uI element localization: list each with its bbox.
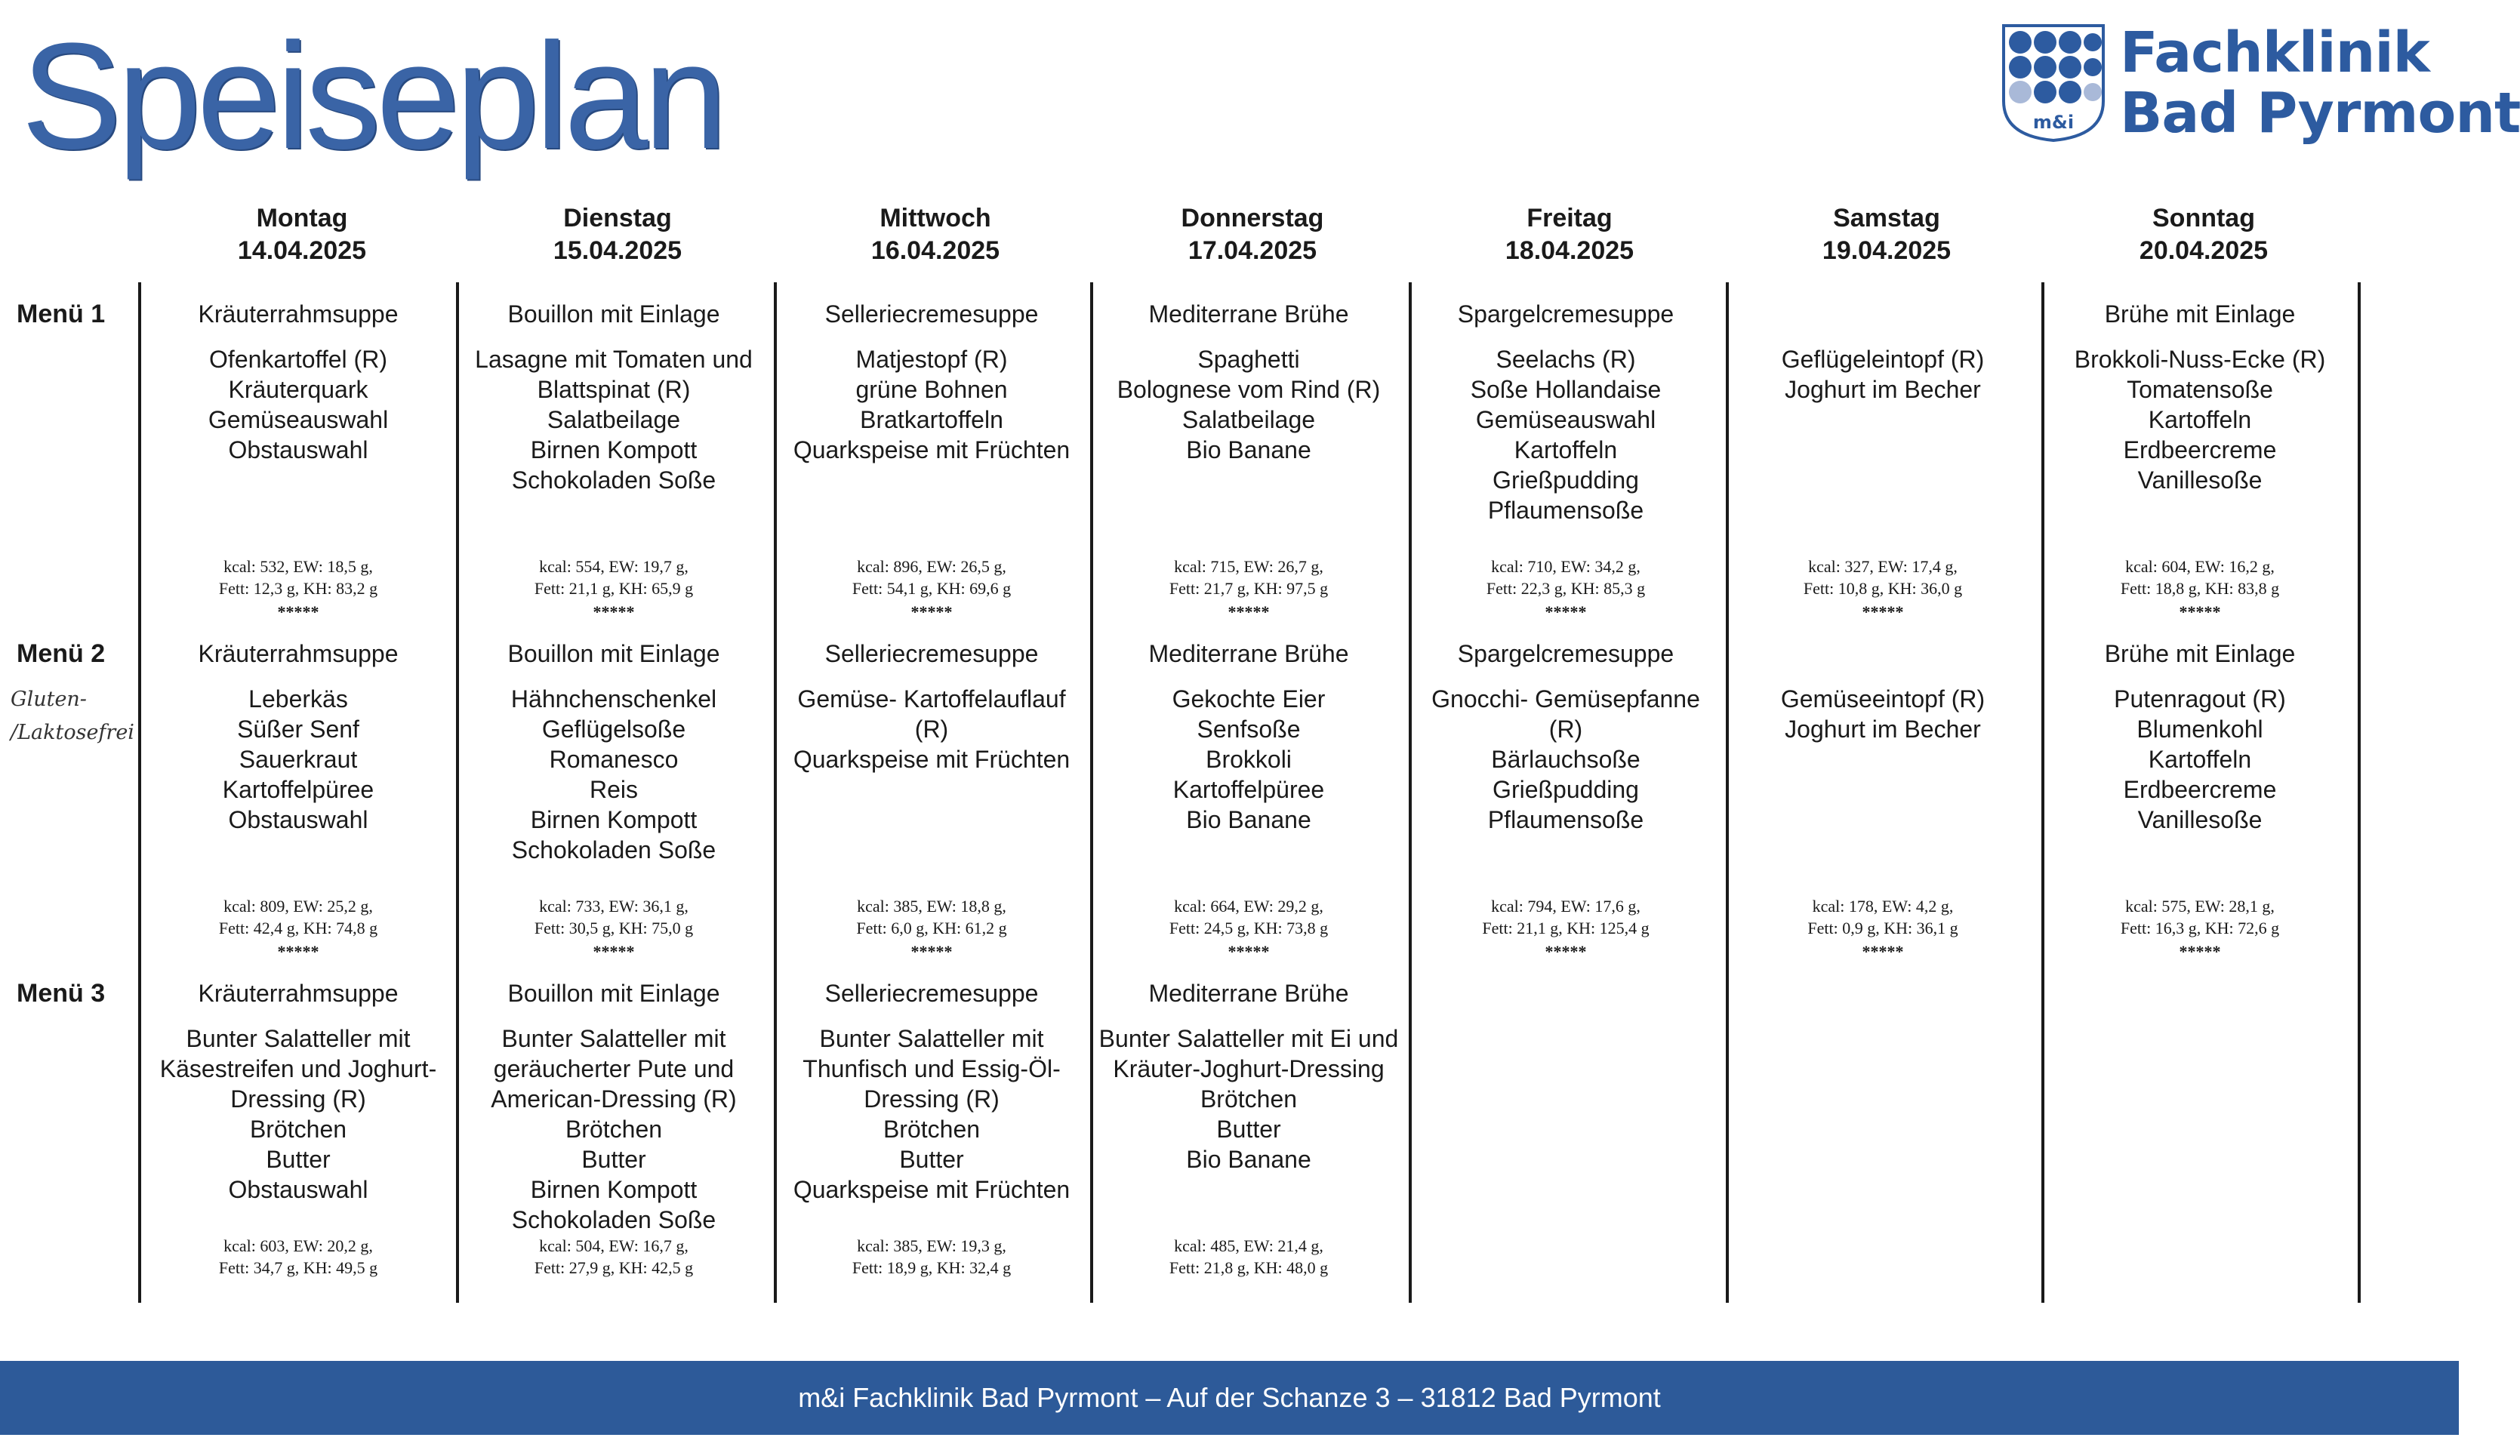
nutrition-line-energy: kcal: 733, EW: 36,1 g, xyxy=(539,897,689,916)
dish-line: Seelachs (R) xyxy=(1496,346,1636,373)
menu-cell xyxy=(1094,299,1403,639)
dish-line: Kartoffelpüree xyxy=(1172,776,1325,803)
day-date: 16.04.2025 xyxy=(870,236,1000,265)
spacer xyxy=(459,1008,769,1024)
dish-line: Obstauswahl xyxy=(228,806,368,833)
dish-line: Bratkartoffeln xyxy=(860,406,1003,433)
spacer xyxy=(143,1008,453,1024)
dish-line: Erdbeercreme xyxy=(2123,436,2277,463)
menu-cell xyxy=(143,978,453,1318)
dish-line: Käsestreifen und Joghurt- xyxy=(159,1055,437,1082)
nutrition-line-energy: kcal: 385, EW: 19,3 g, xyxy=(857,1236,1006,1255)
day-name: Sonntag xyxy=(2152,204,2255,232)
day-header xyxy=(1094,202,1411,267)
dish-line: Birnen Kompott xyxy=(530,806,698,833)
day-date: 20.04.2025 xyxy=(2139,236,2269,265)
spacer xyxy=(777,669,1086,684)
dish-line: Bio Banane xyxy=(1186,436,1311,463)
soup-item: Spargelcremesuppe xyxy=(1457,300,1674,328)
menu-cell xyxy=(1728,299,2038,639)
spacer xyxy=(143,669,453,684)
dish-line: Bunter Salatteller mit xyxy=(501,1025,726,1052)
nutrition-line-energy: kcal: 504, EW: 16,7 g, xyxy=(539,1236,689,1255)
nutrition-info xyxy=(459,1235,769,1279)
nutrition-info xyxy=(143,1235,453,1279)
dish-line: Joghurt im Becher xyxy=(1785,716,1981,743)
separator-stars: ***** xyxy=(1545,602,1587,621)
dish-line: Grießpudding xyxy=(1493,776,1639,803)
nutrition-line-energy: kcal: 575, EW: 28,1 g, xyxy=(2125,897,2275,916)
day-date: 18.04.2025 xyxy=(1505,236,1634,265)
nutrition-info xyxy=(1728,556,2038,599)
menu-cell xyxy=(459,299,769,639)
soup-item: Kräuterrahmsuppe xyxy=(198,980,399,1007)
dish-line: Bunter Salatteller mit Ei und xyxy=(1098,1025,1399,1052)
nutrition-info xyxy=(1094,1235,1403,1279)
spacer xyxy=(1411,329,1721,344)
nutrition-line-energy: kcal: 794, EW: 17,6 g, xyxy=(1491,897,1640,916)
separator-stars: ***** xyxy=(277,602,319,621)
dish-line: Brötchen xyxy=(565,1116,663,1143)
nutrition-line-macros: Fett: 30,5 g, KH: 75,0 g xyxy=(534,919,694,937)
dish-line: Butter xyxy=(266,1146,331,1173)
nutrition-info xyxy=(777,895,1086,939)
dish-line: Kartoffeln xyxy=(1514,436,1618,463)
dish-line: Süßer Senf xyxy=(237,716,359,743)
soup-item: Spargelcremesuppe xyxy=(1457,640,1674,667)
menu-cell xyxy=(2045,639,2355,978)
nutrition-line-energy: kcal: 664, EW: 29,2 g, xyxy=(1174,897,1323,916)
column-divider xyxy=(2041,282,2044,1303)
dish-line: Salatbeilage xyxy=(1181,406,1316,433)
nutrition-info xyxy=(459,895,769,939)
dish-line: Butter xyxy=(899,1146,964,1173)
dish-line: Gemüseauswahl xyxy=(1475,406,1656,433)
dish-line: Gemüse- Kartoffelauflauf xyxy=(797,685,1066,713)
spacer xyxy=(1728,669,2038,684)
dish-line: Bolognese vom Rind (R) xyxy=(1117,376,1381,403)
logo-shield-icon xyxy=(2001,23,2106,143)
nutrition-info xyxy=(777,1235,1086,1279)
nutrition-line-macros: Fett: 34,7 g, KH: 49,5 g xyxy=(218,1258,378,1277)
nutrition-line-macros: Fett: 21,1 g, KH: 65,9 g xyxy=(534,579,694,598)
dish-line: Hähnchenschenkel xyxy=(510,685,717,713)
nutrition-line-energy: kcal: 327, EW: 17,4 g, xyxy=(1808,557,1958,576)
soup-item: Bouillon mit Einlage xyxy=(507,300,720,328)
day-header xyxy=(1411,202,1728,267)
dish-line: American-Dressing (R) xyxy=(491,1085,737,1113)
dish-line: Kartoffeln xyxy=(2148,746,2252,773)
soup-item: Selleriecremesuppe xyxy=(824,640,1039,667)
dish-line: Salatbeilage xyxy=(547,406,681,433)
nutrition-line-energy: kcal: 385, EW: 18,8 g, xyxy=(857,897,1006,916)
menu-label-1: Menü 1 xyxy=(17,300,106,328)
nutrition-line-energy: kcal: 896, EW: 26,5 g, xyxy=(857,557,1006,576)
day-date: 19.04.2025 xyxy=(1822,236,1952,265)
dish-line: Joghurt im Becher xyxy=(1785,376,1981,403)
soup-item xyxy=(1728,639,2038,669)
spacer xyxy=(777,329,1086,344)
day-header xyxy=(2045,202,2362,267)
nutrition-line-macros: Fett: 18,9 g, KH: 32,4 g xyxy=(852,1258,1012,1277)
dish-line: Schokoladen Soße xyxy=(511,836,716,863)
logo-badge-text: m&i xyxy=(2032,112,2075,133)
nutrition-info xyxy=(1094,556,1403,599)
nutrition-line-macros: Fett: 16,3 g, KH: 72,6 g xyxy=(2120,919,2280,937)
spacer xyxy=(459,329,769,344)
dish-line: Bärlauchsoße xyxy=(1491,746,1640,773)
menu-cell xyxy=(143,639,453,978)
soup-item: Bouillon mit Einlage xyxy=(507,980,720,1007)
soup-item: Selleriecremesuppe xyxy=(824,300,1039,328)
dish-line: Grießpudding xyxy=(1493,466,1639,494)
column-divider xyxy=(1090,282,1093,1303)
spacer xyxy=(1411,669,1721,684)
nutrition-line-energy: kcal: 485, EW: 21,4 g, xyxy=(1174,1236,1323,1255)
day-name: Montag xyxy=(256,204,348,232)
dish-line: Gekochte Eier xyxy=(1172,685,1326,713)
dish-line: Gemüseauswahl xyxy=(208,406,389,433)
page-title: Speiseplan xyxy=(21,12,723,180)
dish-line: Putenragout (R) xyxy=(2114,685,2286,713)
day-date: 15.04.2025 xyxy=(553,236,682,265)
logo-line-1: Fachklinik xyxy=(2120,20,2429,85)
menu-cell xyxy=(777,299,1086,639)
dish-line: (R) xyxy=(914,716,949,743)
nutrition-info xyxy=(459,556,769,599)
separator-stars: ***** xyxy=(277,942,319,961)
soup-item: Mediterrane Brühe xyxy=(1148,300,1349,328)
column-divider xyxy=(2358,282,2361,1303)
spacer xyxy=(2045,669,2355,684)
menu-cell xyxy=(777,639,1086,978)
logo-text xyxy=(2120,20,2520,146)
dish-line: Pflaumensoße xyxy=(1487,806,1644,833)
soup-item xyxy=(1728,299,2038,329)
dish-line: Erdbeercreme xyxy=(2123,776,2277,803)
menu-cell xyxy=(1411,299,1721,639)
nutrition-line-macros: Fett: 22,3 g, KH: 85,3 g xyxy=(1486,579,1646,598)
dish-line: Butter xyxy=(1216,1116,1281,1143)
nutrition-line-energy: kcal: 710, EW: 34,2 g, xyxy=(1491,557,1640,576)
dish-line: Dressing (R) xyxy=(864,1085,1000,1113)
dish-line: Brötchen xyxy=(1200,1085,1298,1113)
soup-item: Mediterrane Brühe xyxy=(1148,640,1349,667)
dish-line: Matjestopf (R) xyxy=(855,346,1008,373)
soup-item: Mediterrane Brühe xyxy=(1148,980,1349,1007)
dish-line: Quarkspeise mit Früchten xyxy=(793,1176,1071,1203)
soup-item: Kräuterrahmsuppe xyxy=(198,300,399,328)
nutrition-line-macros: Fett: 12,3 g, KH: 83,2 g xyxy=(218,579,378,598)
nutrition-info xyxy=(1728,895,2038,939)
clinic-logo xyxy=(2001,20,2520,146)
menu-label-2: Menü 2 xyxy=(17,639,106,668)
dish-line: Bio Banane xyxy=(1186,806,1311,833)
nutrition-line-macros: Fett: 0,9 g, KH: 36,1 g xyxy=(1807,919,1958,937)
day-header xyxy=(1728,202,2045,267)
dish-line: Romanesco xyxy=(549,746,679,773)
dish-line: Birnen Kompott xyxy=(530,436,698,463)
menu-label-3: Menü 3 xyxy=(17,979,106,1008)
nutrition-line-macros: Fett: 54,1 g, KH: 69,6 g xyxy=(852,579,1012,598)
day-header xyxy=(777,202,1094,267)
menu-cell xyxy=(1094,639,1403,978)
day-name: Freitag xyxy=(1526,204,1613,232)
day-name: Donnerstag xyxy=(1181,204,1324,232)
nutrition-info xyxy=(1094,895,1403,939)
spacer xyxy=(1728,329,2038,344)
day-header xyxy=(459,202,776,267)
dish-line: Ofenkartoffel (R) xyxy=(209,346,387,373)
dish-line: Geflügeleintopf (R) xyxy=(1781,346,1985,373)
soup-item: Kräuterrahmsuppe xyxy=(198,640,399,667)
nutrition-line-energy: kcal: 604, EW: 16,2 g, xyxy=(2125,557,2275,576)
menu-cell xyxy=(2045,299,2355,639)
nutrition-line-macros: Fett: 6,0 g, KH: 61,2 g xyxy=(856,919,1007,937)
nutrition-info xyxy=(2045,556,2355,599)
nutrition-line-macros: Fett: 21,7 g, KH: 97,5 g xyxy=(1169,579,1329,598)
dish-line: Brötchen xyxy=(883,1116,981,1143)
dish-line: Sauerkraut xyxy=(239,746,358,773)
separator-stars: ***** xyxy=(910,602,953,621)
spacer xyxy=(2045,329,2355,344)
dish-line: Spaghetti xyxy=(1197,346,1300,373)
spacer xyxy=(459,669,769,684)
dish-line: Bunter Salatteller mit xyxy=(819,1025,1044,1052)
dish-line: Schokoladen Soße xyxy=(511,466,716,494)
separator-stars: ***** xyxy=(1545,942,1587,961)
dish-line: Kartoffelpüree xyxy=(222,776,374,803)
dish-line: grüne Bohnen xyxy=(855,376,1008,403)
dish-line: Geflügelsoße xyxy=(541,716,686,743)
separator-stars: ***** xyxy=(593,942,635,961)
spacer xyxy=(1094,669,1403,684)
nutrition-info xyxy=(1411,895,1721,939)
footer-address: m&i Fachklinik Bad Pyrmont – Auf der Schanze 3 – 31812 Bad Pyrmont xyxy=(0,1361,2459,1435)
nutrition-line-macros: Fett: 24,5 g, KH: 73,8 g xyxy=(1169,919,1329,937)
dish-line: Leberkäs xyxy=(248,685,348,713)
dish-line: Reis xyxy=(589,776,638,803)
separator-stars: ***** xyxy=(2179,602,2221,621)
nutrition-line-macros: Fett: 21,8 g, KH: 48,0 g xyxy=(1169,1258,1329,1277)
dish-line: Bio Banane xyxy=(1186,1146,1311,1173)
nutrition-line-energy: kcal: 603, EW: 20,2 g, xyxy=(223,1236,373,1255)
column-divider xyxy=(138,282,141,1303)
nutrition-line-energy: kcal: 715, EW: 26,7 g, xyxy=(1174,557,1323,576)
menu-cell xyxy=(143,299,453,639)
nutrition-info xyxy=(1411,556,1721,599)
dish-line: Vanillesoße xyxy=(2137,466,2263,494)
dish-line: Vanillesoße xyxy=(2137,806,2263,833)
dish-line: Dressing (R) xyxy=(230,1085,366,1113)
dish-line: Quarkspeise mit Früchten xyxy=(793,436,1071,463)
dish-line: Blumenkohl xyxy=(2136,716,2263,743)
soup-item: Selleriecremesuppe xyxy=(824,980,1039,1007)
day-name: Mittwoch xyxy=(880,204,991,232)
dish-line: Blattspinat (R) xyxy=(537,376,691,403)
dish-line: Thunfisch und Essig-Öl- xyxy=(803,1055,1061,1082)
logo-line-2: Bad Pyrmont xyxy=(2120,81,2520,146)
nutrition-info xyxy=(777,556,1086,599)
spacer xyxy=(1094,1008,1403,1024)
menu2-allergy-note: Gluten- /Laktosefrei xyxy=(11,688,134,744)
nutrition-info xyxy=(2045,895,2355,939)
separator-stars: ***** xyxy=(1862,602,1904,621)
dish-line: Bunter Salatteller mit xyxy=(186,1025,411,1052)
separator-stars: ***** xyxy=(1228,942,1270,961)
separator-stars: ***** xyxy=(1862,942,1904,961)
dish-line: Birnen Kompott xyxy=(530,1176,698,1203)
day-name: Samstag xyxy=(1833,204,1940,232)
separator-stars: ***** xyxy=(1228,602,1270,621)
dish-line: Soße Hollandaise xyxy=(1470,376,1662,403)
day-header xyxy=(143,202,461,267)
nutrition-line-macros: Fett: 27,9 g, KH: 42,5 g xyxy=(534,1258,694,1277)
separator-stars: ***** xyxy=(593,602,635,621)
menu-cell xyxy=(777,978,1086,1318)
day-name: Dienstag xyxy=(563,204,672,232)
spacer xyxy=(777,1008,1086,1024)
menu-cell xyxy=(1411,639,1721,978)
nutrition-info xyxy=(143,895,453,939)
separator-stars: ***** xyxy=(910,942,953,961)
spacer xyxy=(143,329,453,344)
dish-line: Kräuter-Joghurt-Dressing xyxy=(1113,1055,1385,1082)
dish-line: Pflaumensoße xyxy=(1487,497,1644,524)
dish-line: geräucherter Pute und xyxy=(493,1055,735,1082)
dish-line: Kräuterquark xyxy=(228,376,368,403)
dish-line: Obstauswahl xyxy=(228,1176,368,1203)
dish-line: Tomatensoße xyxy=(2127,376,2273,403)
soup-item: Bouillon mit Einlage xyxy=(507,640,720,667)
nutrition-line-energy: kcal: 554, EW: 19,7 g, xyxy=(539,557,689,576)
dish-line: Brötchen xyxy=(249,1116,347,1143)
nutrition-line-macros: Fett: 18,8 g, KH: 83,8 g xyxy=(2120,579,2280,598)
nutrition-info xyxy=(143,556,453,599)
menu-cell xyxy=(1094,978,1403,1318)
soup-item: Brühe mit Einlage xyxy=(2104,640,2296,667)
day-date: 17.04.2025 xyxy=(1188,236,1317,265)
dish-line: Lasagne mit Tomaten und xyxy=(475,346,753,373)
day-date: 14.04.2025 xyxy=(237,236,367,265)
dish-line: Gnocchi- Gemüsepfanne xyxy=(1431,685,1700,713)
nutrition-line-energy: kcal: 532, EW: 18,5 g, xyxy=(223,557,373,576)
soup-item: Brühe mit Einlage xyxy=(2104,300,2296,328)
dish-line: Butter xyxy=(581,1146,646,1173)
menu-cell xyxy=(1728,639,2038,978)
dish-line: (R) xyxy=(1548,716,1583,743)
dish-line: Brokkoli xyxy=(1206,746,1292,773)
dish-line: Schokoladen Soße xyxy=(511,1206,716,1233)
nutrition-line-macros: Fett: 10,8 g, KH: 36,0 g xyxy=(1803,579,1963,598)
dish-line: Kartoffeln xyxy=(2148,406,2252,433)
dish-line: Obstauswahl xyxy=(228,436,368,463)
dish-line: Gemüseeintopf (R) xyxy=(1780,685,1986,713)
nutrition-line-energy: kcal: 809, EW: 25,2 g, xyxy=(223,897,373,916)
dish-line: Brokkoli-Nuss-Ecke (R) xyxy=(2074,346,2326,373)
nutrition-line-energy: kcal: 178, EW: 4,2 g, xyxy=(1812,897,1954,916)
dish-line: Quarkspeise mit Früchten xyxy=(793,746,1071,773)
menu-cell xyxy=(459,639,769,978)
nutrition-line-macros: Fett: 21,1 g, KH: 125,4 g xyxy=(1482,919,1650,937)
separator-stars: ***** xyxy=(2179,942,2221,961)
spacer xyxy=(1094,329,1403,344)
dish-line: Senfsoße xyxy=(1197,716,1301,743)
menu-cell xyxy=(459,978,769,1318)
nutrition-line-macros: Fett: 42,4 g, KH: 74,8 g xyxy=(218,919,378,937)
